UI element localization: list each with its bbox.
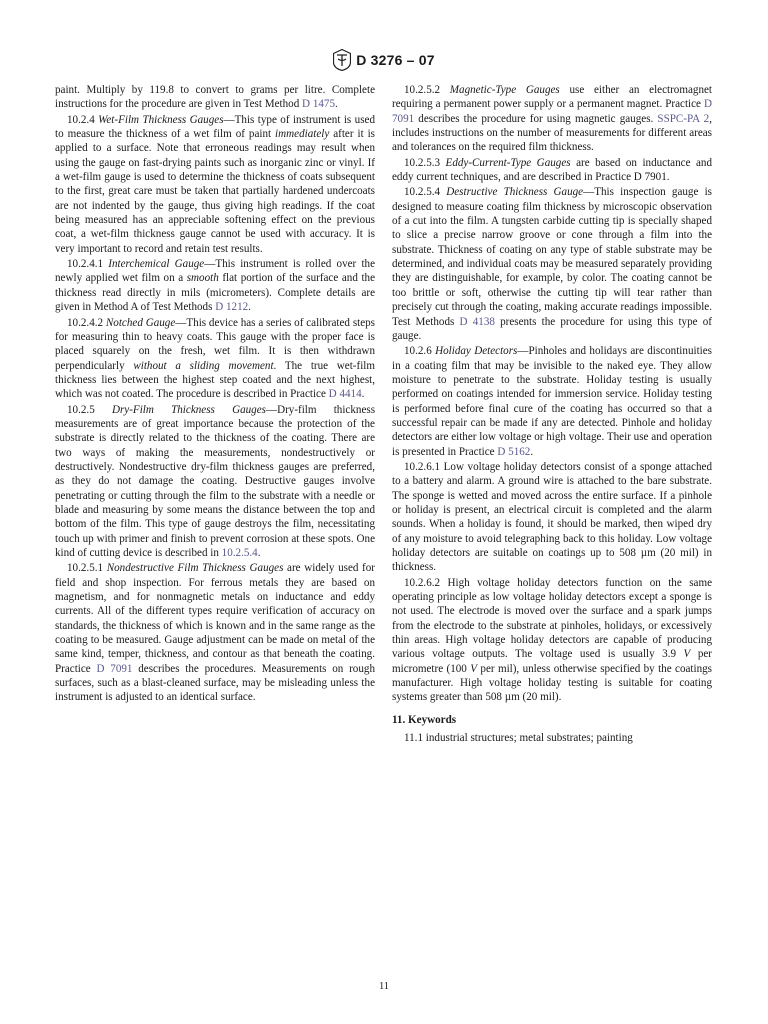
section-10-2-5: 10.2.5 Dry-Film Thickness Gauges—Dry-film thickness measurements are of great importance because the protection of the substrate is directly related to the thickness of the coating. There are two ways of making the measurements, nondestructively or destructively. Nondestructive dry-film thickness gauges are preferred, as they do not damage the coating. Destructive gauges involve penetrating or cutting through the film to the substrate with a needle or blade and measuring by some means the distance between the top and bottom of the film. This type of gauge destroys the film, necessitating touch up with primer and finish to prevent corrosion at these spots. One kind of cutting device is described in 10.2.5.4. <box>55 403 376 559</box>
keywords-text: 11.1 industrial structures; metal substrates; painting <box>404 732 633 745</box>
section-10-2-6-1: 10.2.6.1 Low voltage holiday detectors consist of a sponge attached to a battery and alarm. A ground wire is attached to the bare substrate. The sponge is wetted and moved across the entire surface. If a pinhole or holiday is present, an electrical circuit is completed and the alarm sounds. When a holiday is found, it should be marked, then wiped dry of any moisture to avoid telegraphing back to this holiday. Low voltage holiday detectors are suitable on coatings up to 508 µm (20 mil) in thickness. <box>392 460 712 574</box>
reference-link[interactable]: SSPC-PA 2 <box>657 112 710 125</box>
section-10-2-5-2: 10.2.5.2 Magnetic-Type Gauges use either an electromagnet requiring a permanent power supply or a permanent magnet. Practice D 7091 describes the procedure for using magnetic gauges. SSPC-PA 2, includes instructions on the number of measurements for different areas and tolerances on the required film thickness. <box>392 84 713 154</box>
section-10-2-4: 10.2.4 Wet-Film Thickness Gauges—This type of instrument is used to measure the thickness of a wet film of paint immediately after it is applied to a surface. Note that erroneous readings may result when using the gauge on fast-drying paints such as inorganic zinc or vinyl. If a wet-film gauge is used to determine the thickness of coats subsequent to the first, great care must be taken that partially hardened undercoats are not indented by the gauge, thus giving high readings. If the coat being measured has an appreciable softening effect on the previous coat, a wet-film thickness gauge cannot be used with accuracy. It is very important to record and retain test results. <box>55 113 376 255</box>
section-10-2-6-2: 10.2.6.2 High voltage holiday detectors function on the same operating principle as low voltage holiday detectors except a sponge is not used. The electrode is moved over the surface and a spark jumps from the electrode to the substrate at pinholes, holidays, or excessively thin areas. High voltage holiday detectors are capable of producing various voltage outputs. The voltage used is usually 3.9 V per micrometre (100 V per mil), unless otherwise specified by the coatings manufacturer. High voltage holiday testing is suitable for coating systems greater than 508 µm (20 mil). <box>392 576 713 704</box>
left-column <box>55 83 375 706</box>
reference-link[interactable]: D 7091 <box>96 662 133 675</box>
reference-link[interactable]: D 4414 <box>328 388 362 401</box>
section-10-2-5-1: 10.2.5.1 Nondestructive Film Thickness Gauges are widely used for field and shop inspection. For ferrous metals they are based on magnetism, and for nonmagnetic metals on inductance and eddy currents. All of the different types require verification of accuracy on standards, the thickness of which is known and in the same range as the coating to be measured. Gauge adjustment can be made on metal of the same kind, temper, thickness, and contour as that beneath the coating. Practice D 7091 describes the procedures. Measurements on rough surfaces, such as a blast-cleaned surface, may be misleading unless the instrument is adjusted to an identical surface. <box>55 562 375 704</box>
reference-link[interactable]: D 1475 <box>302 98 336 111</box>
reference-link[interactable]: D 7091 <box>392 98 712 125</box>
page-number: 11 <box>378 981 390 992</box>
section-heading-keywords: 11. Keywords <box>392 713 457 726</box>
section-10-2-4-1: 10.2.4.1 Interchemical Gauge—This instrument is rolled over the newly applied wet film on a smooth flat portion of the surface and the thickness read directly in mils (micrometers). Complete details are given in Method A of Test Methods D 1212. <box>55 258 375 314</box>
reference-link[interactable]: D 5162 <box>497 445 531 458</box>
section-10-2-5-3: 10.2.5.3 Eddy-Current-Type Gauges are based on inductance and eddy current techniques, and are described in Practice D 7901. <box>392 156 712 184</box>
paragraph-intro: paint. Multiply by 119.8 to convert to grams per litre. Complete instructions for the procedure are given in Test Method D 1475. <box>55 84 375 111</box>
astm-logo-icon <box>333 49 351 71</box>
reference-link[interactable]: D 4138 <box>459 315 495 328</box>
section-10-2-4-2: 10.2.4.2 Notched Gauge—This device has a series of calibrated steps for measuring thin to heavy coats. This gauge with the proper face is placed squarely on the fresh, wet film. It is then withdrawn perpendicularly without a sliding movement. The true wet-film thickness lies between the highest step coated and the next highest, which was not coated. The procedure is described in Practice D 4414. <box>55 316 376 401</box>
page-header <box>0 49 768 71</box>
reference-link[interactable]: D 1212 <box>215 301 249 314</box>
section-10-2-5-4: 10.2.5.4 Destructive Thickness Gauge—This inspection gauge is designed to measure coating film thickness by microscopic observation of a cut into the film. A tungsten carbide cutting tip is specially shaped to slice a precise narrow groove or cone through a film into the substrate. Thickness of coating on any type of stable substrate may be determined, and individual coats may be measured separately providing they are distinguishable, for example, by color. The coating cannot be too brittle or soft, otherwise the cutting tip will tear rather than precisely cut through the coating, making accurate readings impossible. Test Methods D 4138 presents the procedure for using this type of gauge. <box>392 186 712 342</box>
reference-link[interactable]: 10.2.5.4 <box>221 547 258 559</box>
right-column <box>392 83 712 746</box>
section-10-2-6: 10.2.6 Holiday Detectors—Pinholes and holidays are discontinuities in a coating film that may be invisible to the naked eye. They allow moisture to penetrate to the substrate. Holiday testing is usually performed on coatings intended for immersion service. Holiday testing is performed before final cure of the coating has occurred so that a successful repair can be made if any are detected. Pinhole and holiday detectors are either low voltage or high voltage. Their use and operation is presented in Practice D 5162. <box>392 345 712 458</box>
standard-designation: D 3276 – 07 <box>356 52 435 68</box>
